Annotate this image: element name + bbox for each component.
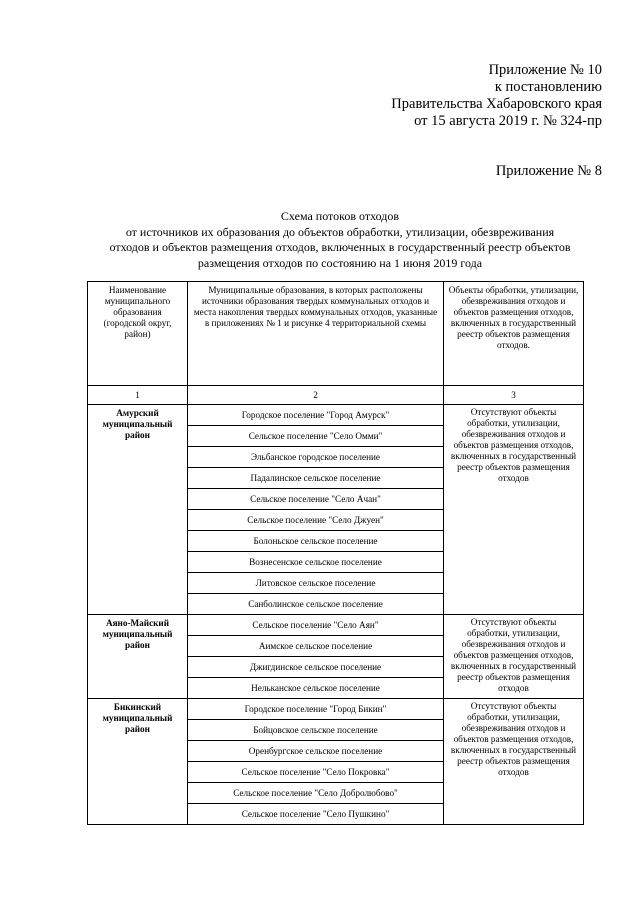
document-title: [60, 209, 620, 271]
settlement-item: Нельканское сельское поселение: [188, 677, 443, 698]
settlement-item: Сельское поселение "Село Аян": [252, 620, 379, 630]
settlement-item: Джигдинское сельское поселение: [188, 656, 443, 677]
settlement-item: Городское поселение "Город Амурск": [241, 410, 390, 420]
column-number-3: 3: [444, 386, 584, 405]
settlement-item: Сельское поселение "Село Добролюбово": [188, 782, 443, 803]
settlement-item: Болоньское сельское поселение: [188, 530, 443, 551]
district-cell: Аяно-Майский муниципальный район: [88, 615, 188, 699]
settlements-cell: [188, 699, 444, 825]
settlement-item: Санболинское сельское поселение: [188, 593, 443, 614]
title-line-2: от источников их образования до объектов обработки, утилизации, обезвреживания: [125, 224, 555, 239]
objects-cell: Отсутствуют объекты обработки, утилизации, обезвреживания отходов и объектов размещения отходов, включенных в государственный реестр объектов размещения отходов: [444, 615, 584, 699]
settlement-item: Вознесенское сельское поселение: [188, 551, 443, 572]
settlement-item: Литовское сельское поселение: [188, 572, 443, 593]
objects-cell: Отсутствуют объекты обработки, утилизации, обезвреживания отходов и объектов размещения отходов, включенных в государственный реестр объектов размещения отходов: [444, 699, 584, 825]
header-line-appendix: Приложение № 10: [488, 62, 602, 78]
settlement-item: Городское поселение "Город Бикин": [244, 704, 387, 714]
table-row: [88, 699, 584, 825]
document-header: [391, 62, 602, 130]
title-line-1: Схема потоков отходов: [280, 209, 400, 223]
title-line-3: отходов и объектов размещения отходов, включенных в государственный реестр объектов: [109, 240, 571, 254]
title-line-4: размещения отходов по состоянию на 1 июня 2019 года: [197, 255, 483, 270]
header-cell-objects: Объекты обработки, утилизации, обезвреживания отходов и объектов размещения отходов, включенных в государственный реестр объектов размещения отходов.: [444, 282, 584, 386]
table-row: [88, 405, 584, 615]
table-number-row: [88, 386, 584, 405]
settlement-item: Сельское поселение "Село Пушкино": [188, 803, 443, 824]
settlement-item: Сельское поселение "Село Джуен": [188, 509, 443, 530]
header-line-resolution: к постановлению: [494, 79, 602, 95]
settlement-item: Оренбургское сельское поселение: [188, 740, 443, 761]
settlement-item: Эльбанское городское поселение: [188, 446, 443, 467]
waste-flow-table: [87, 281, 584, 825]
objects-cell: Отсутствуют объекты обработки, утилизации, обезвреживания отходов и объектов размещения отходов, включенных в государственный реестр объектов размещения отходов: [444, 405, 584, 615]
column-number-2: 2: [188, 386, 444, 405]
header-line-government: Правительства Хабаровского края: [391, 96, 602, 112]
settlements-cell: [188, 405, 444, 615]
header-cell-district: Наименование муниципального образования (городской округ, район): [88, 282, 188, 386]
settlement-item: Падалинское сельское поселение: [188, 467, 443, 488]
settlement-item: Бойцовское сельское поселение: [188, 719, 443, 740]
header-cell-settlements: Муниципальные образования, в которых расположены источники образования твердых коммунальных отходов и места накопления твердых коммунальных отходов, указанные в приложениях № 1 и рисунке 4 территориальной схемы: [188, 282, 444, 386]
settlement-item: Сельское поселение "Село Омми": [188, 425, 443, 446]
header-line-date: от 15 августа 2019 г. № 324-пр: [414, 113, 602, 129]
district-cell: Бикинский муниципальный район: [88, 699, 188, 825]
table-header-row: [88, 282, 584, 386]
appendix-label: Приложение № 8: [495, 163, 602, 179]
column-number-1: 1: [88, 386, 188, 405]
settlement-item: Сельское поселение "Село Покровка": [188, 761, 443, 782]
settlements-cell: [188, 615, 444, 699]
district-cell: Амурский муниципальный район: [88, 405, 188, 615]
settlement-item: Аимское сельское поселение: [188, 635, 443, 656]
settlement-item: Сельское поселение "Село Ачан": [188, 488, 443, 509]
table-row: [88, 615, 584, 699]
